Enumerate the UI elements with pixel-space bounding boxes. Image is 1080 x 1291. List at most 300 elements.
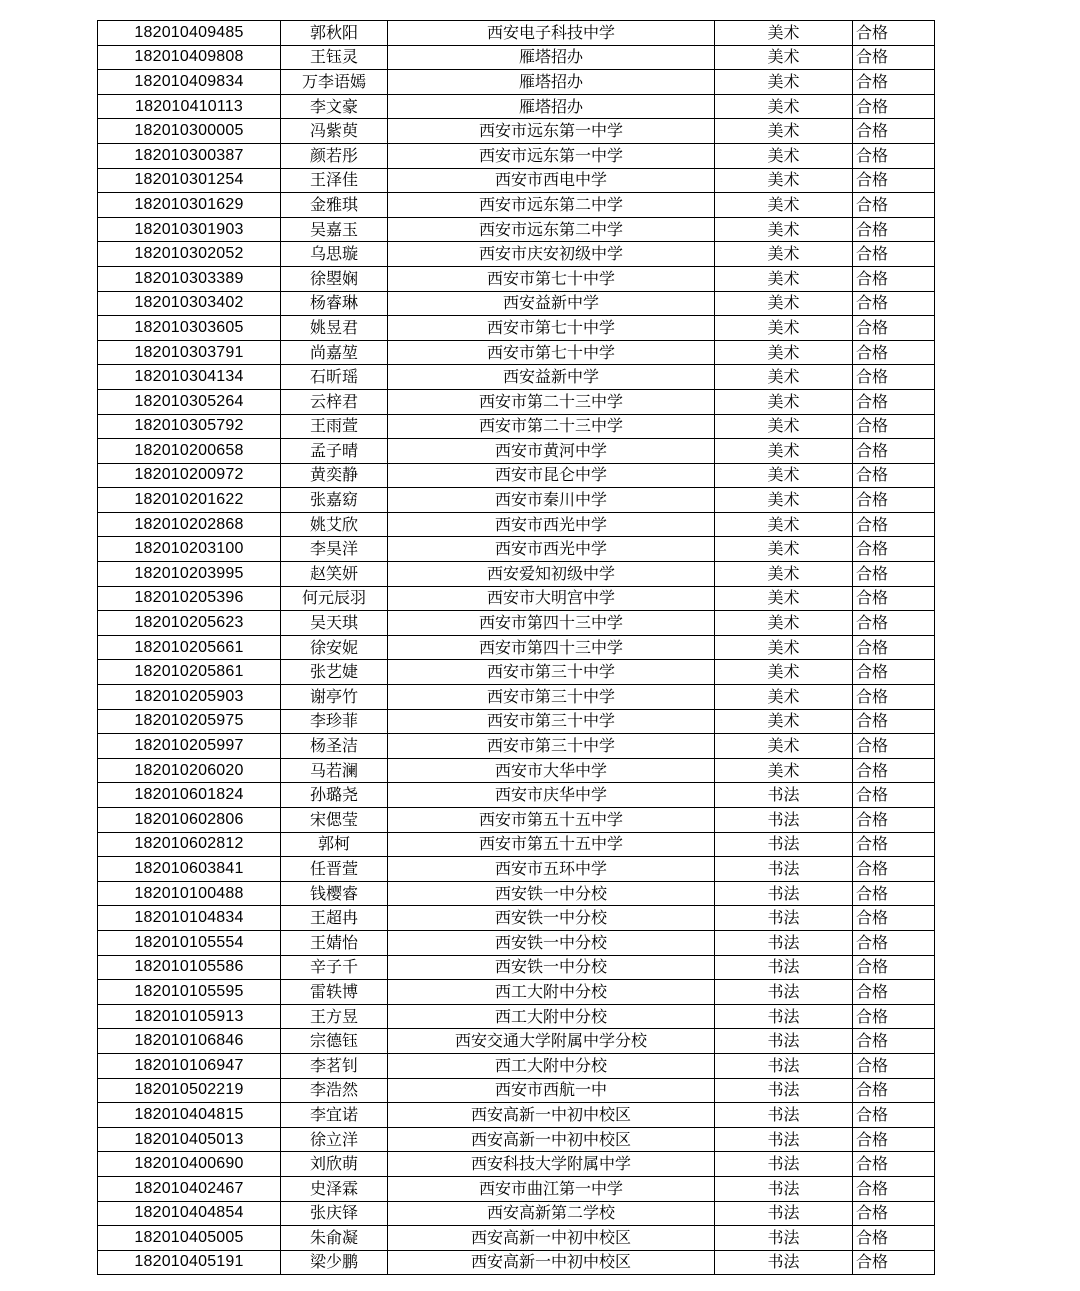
student-name-cell: 孙璐尧 [281,783,388,808]
candidate-id-cell: 182010301629 [98,193,281,218]
result-cell: 合格 [853,611,935,636]
candidate-id-cell: 182010301903 [98,217,281,242]
result-cell: 合格 [853,808,935,833]
school-cell: 西安市西光中学 [388,512,715,537]
table-row [98,586,935,611]
school-cell: 西安市大华中学 [388,758,715,783]
candidate-id-cell: 182010303389 [98,266,281,291]
school-cell: 西安铁一中分校 [388,881,715,906]
student-name-cell: 徐安妮 [281,635,388,660]
subject-cell: 书法 [715,1176,853,1201]
student-name-cell: 张庆铎 [281,1201,388,1226]
candidate-id-cell: 182010402467 [98,1176,281,1201]
school-cell: 西安市远东第二中学 [388,217,715,242]
candidate-id-cell: 182010106947 [98,1053,281,1078]
candidate-id-cell: 182010205396 [98,586,281,611]
table-row [98,857,935,882]
subject-cell: 美术 [715,586,853,611]
table-row [98,635,935,660]
school-cell: 西安高新一中初中校区 [388,1103,715,1128]
student-name-cell: 李文豪 [281,94,388,119]
candidate-id-cell: 182010200658 [98,439,281,464]
table-row [98,21,935,46]
candidate-id-cell: 182010409808 [98,45,281,70]
table-row [98,45,935,70]
school-cell: 西安铁一中分校 [388,955,715,980]
school-cell: 西安高新一中初中校区 [388,1127,715,1152]
school-cell: 西安市第二十三中学 [388,389,715,414]
school-cell: 西安交通大学附属中学分校 [388,1029,715,1054]
school-cell: 西安高新一中初中校区 [388,1226,715,1251]
candidate-id-cell: 182010205997 [98,734,281,759]
school-cell: 西安市西航一中 [388,1078,715,1103]
school-cell: 西安市第四十三中学 [388,611,715,636]
student-name-cell: 张艺婕 [281,660,388,685]
subject-cell: 书法 [715,1201,853,1226]
school-cell: 西安市第三十中学 [388,709,715,734]
subject-cell: 美术 [715,685,853,710]
candidate-id-cell: 182010200972 [98,463,281,488]
table-row [98,955,935,980]
table-row [98,709,935,734]
school-cell: 西安市黄河中学 [388,439,715,464]
student-name-cell: 郭柯 [281,832,388,857]
school-cell: 西工大附中分校 [388,1004,715,1029]
result-cell: 合格 [853,389,935,414]
result-cell: 合格 [853,1029,935,1054]
subject-cell: 书法 [715,1103,853,1128]
school-cell: 西安市第七十中学 [388,340,715,365]
result-cell: 合格 [853,1053,935,1078]
table-row [98,980,935,1005]
table-row [98,168,935,193]
table-row [98,537,935,562]
subject-cell: 美术 [715,660,853,685]
subject-cell: 书法 [715,1250,853,1275]
student-name-cell: 赵笑妍 [281,562,388,587]
result-cell: 合格 [853,857,935,882]
table-row [98,266,935,291]
school-cell: 西安市庆安初级中学 [388,242,715,267]
table-row [98,512,935,537]
student-name-cell: 谢亭竹 [281,685,388,710]
student-name-cell: 石昕瑶 [281,365,388,390]
subject-cell: 美术 [715,635,853,660]
table-row [98,1127,935,1152]
school-cell: 西安爱知初级中学 [388,562,715,587]
result-cell: 合格 [853,930,935,955]
student-name-cell: 徐曌娴 [281,266,388,291]
subject-cell: 美术 [715,414,853,439]
table-row [98,1201,935,1226]
student-name-cell: 金雅琪 [281,193,388,218]
table-row [98,291,935,316]
table-row [98,562,935,587]
result-cell: 合格 [853,1152,935,1177]
candidate-id-cell: 182010603841 [98,857,281,882]
candidate-id-cell: 182010206020 [98,758,281,783]
student-name-cell: 姚艾欣 [281,512,388,537]
result-cell: 合格 [853,217,935,242]
candidate-id-cell: 182010405005 [98,1226,281,1251]
table-row [98,832,935,857]
result-cell: 合格 [853,635,935,660]
result-cell: 合格 [853,512,935,537]
student-name-cell: 刘欣萌 [281,1152,388,1177]
school-cell: 西工大附中分校 [388,980,715,1005]
result-cell: 合格 [853,709,935,734]
candidate-id-cell: 182010303605 [98,316,281,341]
subject-cell: 书法 [715,930,853,955]
student-name-cell: 李宜诺 [281,1103,388,1128]
subject-cell: 美术 [715,193,853,218]
student-name-cell: 吴天琪 [281,611,388,636]
candidate-id-cell: 182010106846 [98,1029,281,1054]
school-cell: 雁塔招办 [388,45,715,70]
table-row [98,463,935,488]
student-name-cell: 史泽霖 [281,1176,388,1201]
school-cell: 西安市远东第一中学 [388,119,715,144]
result-cell: 合格 [853,783,935,808]
school-cell: 西安市大明宫中学 [388,586,715,611]
subject-cell: 美术 [715,119,853,144]
student-name-cell: 李浩然 [281,1078,388,1103]
result-cell: 合格 [853,1103,935,1128]
result-cell: 合格 [853,1078,935,1103]
candidate-id-cell: 182010205861 [98,660,281,685]
candidate-id-cell: 182010405191 [98,1250,281,1275]
candidate-id-cell: 182010404815 [98,1103,281,1128]
student-name-cell: 云梓君 [281,389,388,414]
school-cell: 西安市曲江第一中学 [388,1176,715,1201]
candidate-id-cell: 182010203995 [98,562,281,587]
student-name-cell: 辛子千 [281,955,388,980]
candidate-id-cell: 182010502219 [98,1078,281,1103]
school-cell: 西安益新中学 [388,291,715,316]
candidate-id-cell: 182010400690 [98,1152,281,1177]
table-row [98,906,935,931]
subject-cell: 书法 [715,1029,853,1054]
result-cell: 合格 [853,660,935,685]
subject-cell: 美术 [715,340,853,365]
candidate-id-cell: 182010105595 [98,980,281,1005]
result-cell: 合格 [853,586,935,611]
result-cell: 合格 [853,1226,935,1251]
student-name-cell: 钱樱睿 [281,881,388,906]
result-cell: 合格 [853,881,935,906]
subject-cell: 书法 [715,955,853,980]
table-row [98,217,935,242]
student-name-cell: 黄奕静 [281,463,388,488]
result-cell: 合格 [853,316,935,341]
candidate-id-cell: 182010105554 [98,930,281,955]
school-cell: 西安铁一中分校 [388,930,715,955]
table-row [98,94,935,119]
subject-cell: 美术 [715,94,853,119]
table-row [98,783,935,808]
student-name-cell: 王超冉 [281,906,388,931]
student-name-cell: 冯紫萸 [281,119,388,144]
candidate-id-cell: 182010404854 [98,1201,281,1226]
subject-cell: 书法 [715,1053,853,1078]
result-cell: 合格 [853,1201,935,1226]
subject-cell: 书法 [715,783,853,808]
result-cell: 合格 [853,340,935,365]
school-cell: 西安市昆仑中学 [388,463,715,488]
result-cell: 合格 [853,168,935,193]
student-name-cell: 徐立洋 [281,1127,388,1152]
table-row [98,70,935,95]
school-cell: 西安市第五十五中学 [388,832,715,857]
result-cell: 合格 [853,1004,935,1029]
student-name-cell: 颜若彤 [281,143,388,168]
table-row [98,808,935,833]
candidate-id-cell: 182010602806 [98,808,281,833]
table-row [98,758,935,783]
candidate-id-cell: 182010202868 [98,512,281,537]
student-name-cell: 尚嘉堃 [281,340,388,365]
candidate-id-cell: 182010105913 [98,1004,281,1029]
student-name-cell: 乌思璇 [281,242,388,267]
result-cell: 合格 [853,537,935,562]
table-row [98,414,935,439]
candidate-id-cell: 182010305792 [98,414,281,439]
table-row [98,365,935,390]
table-row [98,389,935,414]
result-cell: 合格 [853,291,935,316]
candidate-id-cell: 182010205623 [98,611,281,636]
student-name-cell: 万李语嫣 [281,70,388,95]
candidate-id-cell: 182010203100 [98,537,281,562]
subject-cell: 美术 [715,242,853,267]
candidate-id-cell: 182010205903 [98,685,281,710]
table-row [98,439,935,464]
subject-cell: 美术 [715,562,853,587]
student-name-cell: 王泽佳 [281,168,388,193]
table-row [98,930,935,955]
result-cell: 合格 [853,1250,935,1275]
student-name-cell: 宗德钰 [281,1029,388,1054]
student-name-cell: 梁少鹏 [281,1250,388,1275]
student-name-cell: 王方昱 [281,1004,388,1029]
candidate-id-cell: 182010205975 [98,709,281,734]
candidate-id-cell: 182010105586 [98,955,281,980]
result-cell: 合格 [853,266,935,291]
table-row [98,488,935,513]
school-cell: 西安高新第二学校 [388,1201,715,1226]
subject-cell: 美术 [715,512,853,537]
candidate-id-cell: 182010300005 [98,119,281,144]
school-cell: 西工大附中分校 [388,1053,715,1078]
table-row [98,242,935,267]
candidate-id-cell: 182010409485 [98,21,281,46]
subject-cell: 美术 [715,611,853,636]
result-cell: 合格 [853,94,935,119]
result-cell: 合格 [853,562,935,587]
student-name-cell: 张嘉窈 [281,488,388,513]
school-cell: 西安市五环中学 [388,857,715,882]
result-cell: 合格 [853,414,935,439]
table-row [98,1004,935,1029]
table-row [98,685,935,710]
student-name-cell: 姚昱君 [281,316,388,341]
school-cell: 西安市第三十中学 [388,734,715,759]
result-cell: 合格 [853,70,935,95]
result-cell: 合格 [853,1176,935,1201]
table-row [98,1250,935,1275]
table-row [98,1176,935,1201]
student-name-cell: 何元辰羽 [281,586,388,611]
results-table-body [98,21,935,1275]
candidate-id-cell: 182010100488 [98,881,281,906]
candidate-id-cell: 182010205661 [98,635,281,660]
subject-cell: 美术 [715,537,853,562]
candidate-id-cell: 182010602812 [98,832,281,857]
result-cell: 合格 [853,242,935,267]
candidate-id-cell: 182010303402 [98,291,281,316]
student-name-cell: 朱俞凝 [281,1226,388,1251]
student-name-cell: 李昊洋 [281,537,388,562]
student-name-cell: 李茗钊 [281,1053,388,1078]
student-name-cell: 郭秋阳 [281,21,388,46]
table-row [98,340,935,365]
school-cell: 西安市西电中学 [388,168,715,193]
table-row [98,881,935,906]
result-cell: 合格 [853,758,935,783]
subject-cell: 书法 [715,1078,853,1103]
table-row [98,193,935,218]
school-cell: 西安电子科技中学 [388,21,715,46]
school-cell: 西安市秦川中学 [388,488,715,513]
school-cell: 西安市远东第一中学 [388,143,715,168]
subject-cell: 书法 [715,881,853,906]
student-name-cell: 王钰灵 [281,45,388,70]
subject-cell: 美术 [715,709,853,734]
result-cell: 合格 [853,685,935,710]
student-name-cell: 王雨萱 [281,414,388,439]
table-row [98,734,935,759]
school-cell: 西安益新中学 [388,365,715,390]
candidate-id-cell: 182010301254 [98,168,281,193]
subject-cell: 美术 [715,45,853,70]
results-table [97,20,935,1275]
subject-cell: 书法 [715,906,853,931]
school-cell: 西安市庆华中学 [388,783,715,808]
candidate-id-cell: 182010410113 [98,94,281,119]
subject-cell: 书法 [715,857,853,882]
table-row [98,143,935,168]
student-name-cell: 孟子晴 [281,439,388,464]
student-name-cell: 马若澜 [281,758,388,783]
result-cell: 合格 [853,906,935,931]
result-cell: 合格 [853,439,935,464]
result-cell: 合格 [853,488,935,513]
school-cell: 西安市西光中学 [388,537,715,562]
candidate-id-cell: 182010601824 [98,783,281,808]
result-cell: 合格 [853,734,935,759]
candidate-id-cell: 182010409834 [98,70,281,95]
student-name-cell: 李珍菲 [281,709,388,734]
candidate-id-cell: 182010300387 [98,143,281,168]
result-cell: 合格 [853,193,935,218]
result-cell: 合格 [853,365,935,390]
subject-cell: 美术 [715,291,853,316]
result-cell: 合格 [853,955,935,980]
subject-cell: 美术 [715,21,853,46]
school-cell: 西安市第二十三中学 [388,414,715,439]
student-name-cell: 王婧怡 [281,930,388,955]
subject-cell: 书法 [715,1152,853,1177]
subject-cell: 美术 [715,488,853,513]
school-cell: 西安市远东第二中学 [388,193,715,218]
subject-cell: 美术 [715,316,853,341]
table-row [98,611,935,636]
result-cell: 合格 [853,832,935,857]
student-name-cell: 宋偲莹 [281,808,388,833]
student-name-cell: 杨睿琳 [281,291,388,316]
result-cell: 合格 [853,1127,935,1152]
candidate-id-cell: 182010302052 [98,242,281,267]
subject-cell: 美术 [715,217,853,242]
school-cell: 西安市第五十五中学 [388,808,715,833]
candidate-id-cell: 182010303791 [98,340,281,365]
result-cell: 合格 [853,21,935,46]
table-row [98,316,935,341]
school-cell: 西安市第三十中学 [388,685,715,710]
subject-cell: 美术 [715,70,853,95]
school-cell: 西安铁一中分校 [388,906,715,931]
table-row [98,119,935,144]
school-cell: 雁塔招办 [388,70,715,95]
result-cell: 合格 [853,143,935,168]
student-name-cell: 雷轶博 [281,980,388,1005]
student-name-cell: 任晋萱 [281,857,388,882]
school-cell: 雁塔招办 [388,94,715,119]
school-cell: 西安科技大学附属中学 [388,1152,715,1177]
subject-cell: 书法 [715,808,853,833]
school-cell: 西安市第四十三中学 [388,635,715,660]
student-name-cell: 杨圣洁 [281,734,388,759]
school-cell: 西安市第三十中学 [388,660,715,685]
subject-cell: 美术 [715,734,853,759]
subject-cell: 美术 [715,463,853,488]
subject-cell: 书法 [715,1127,853,1152]
subject-cell: 书法 [715,832,853,857]
table-row [98,1226,935,1251]
candidate-id-cell: 182010305264 [98,389,281,414]
candidate-id-cell: 182010405013 [98,1127,281,1152]
subject-cell: 书法 [715,980,853,1005]
table-row [98,1103,935,1128]
candidate-id-cell: 182010104834 [98,906,281,931]
subject-cell: 美术 [715,168,853,193]
candidate-id-cell: 182010201622 [98,488,281,513]
school-cell: 西安市第七十中学 [388,316,715,341]
candidate-id-cell: 182010304134 [98,365,281,390]
subject-cell: 美术 [715,266,853,291]
school-cell: 西安市第七十中学 [388,266,715,291]
subject-cell: 美术 [715,758,853,783]
subject-cell: 书法 [715,1004,853,1029]
school-cell: 西安高新一中初中校区 [388,1250,715,1275]
table-row [98,1078,935,1103]
subject-cell: 书法 [715,1226,853,1251]
result-cell: 合格 [853,119,935,144]
subject-cell: 美术 [715,439,853,464]
subject-cell: 美术 [715,143,853,168]
subject-cell: 美术 [715,389,853,414]
result-cell: 合格 [853,463,935,488]
